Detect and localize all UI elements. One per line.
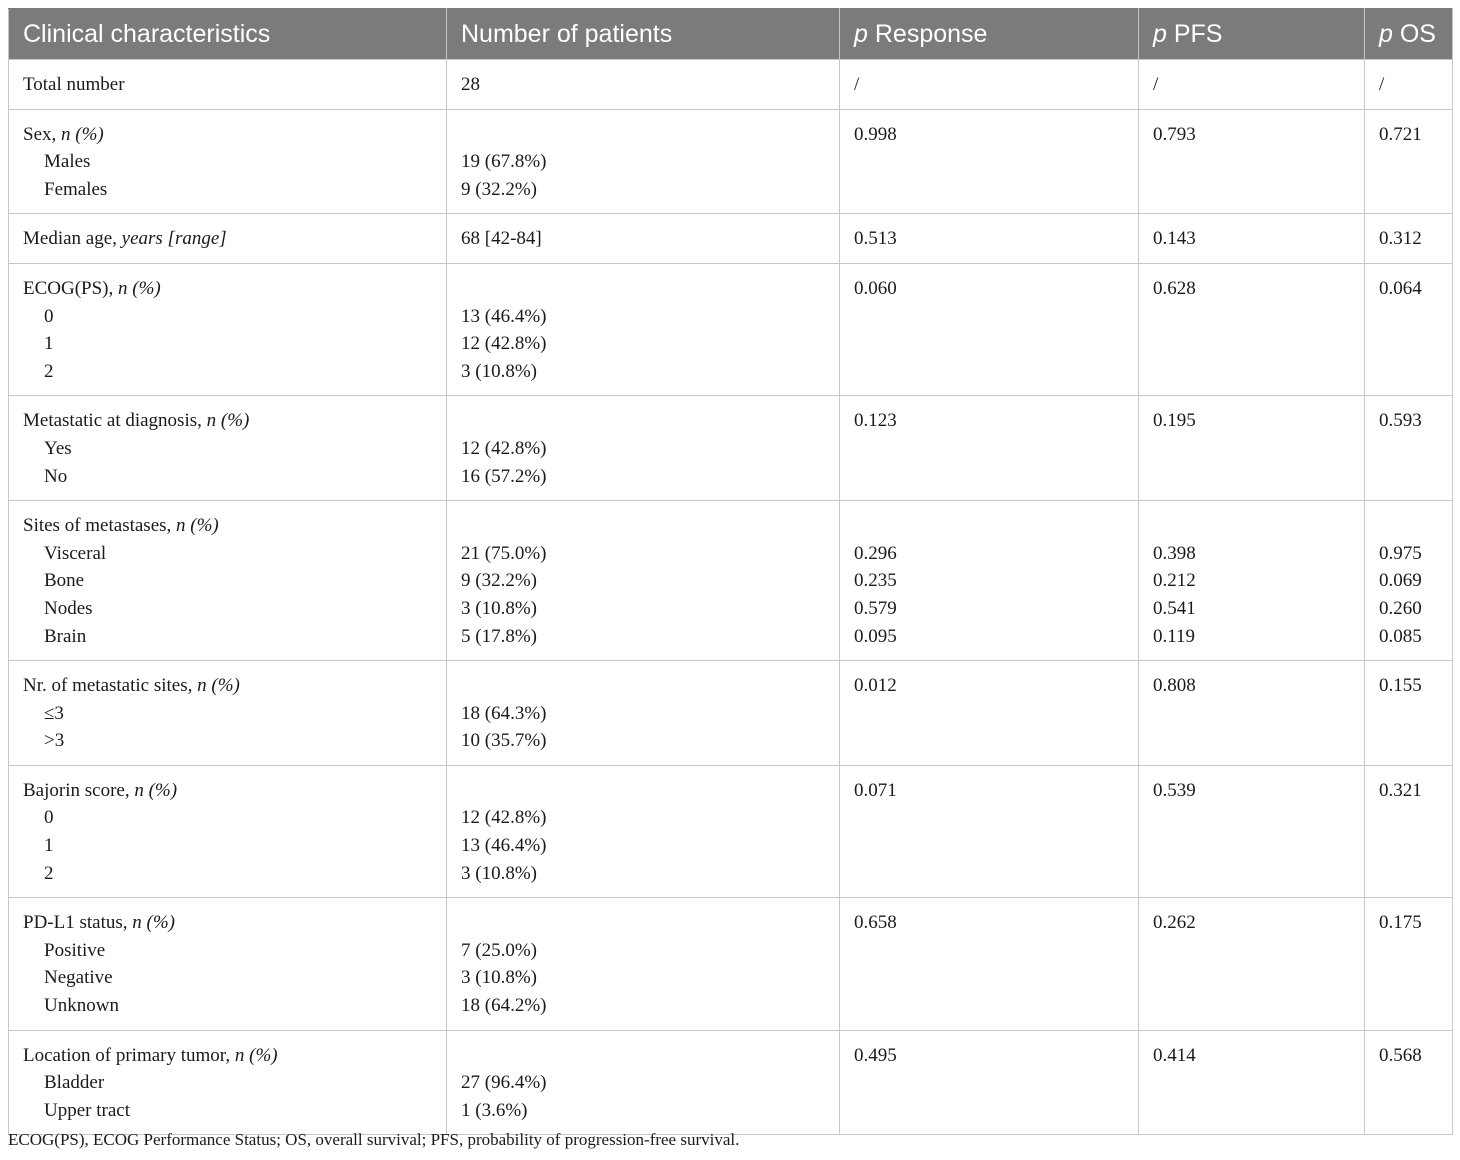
characteristic-unit: n (%)	[132, 912, 175, 934]
subcategory-p-value: 0.085	[1379, 625, 1422, 647]
characteristic-unit: n (%)	[134, 779, 178, 801]
empty-line	[461, 275, 825, 303]
p-value: /	[854, 74, 860, 95]
subcategory-label: Visceral	[44, 542, 107, 564]
table-row	[9, 898, 1453, 1030]
clinical-characteristics-table	[8, 8, 1453, 1135]
cell-characteristic	[9, 1030, 447, 1135]
characteristic-name: Sites of metastases,	[23, 515, 177, 537]
characteristic-name: Metastatic at diagnosis,	[23, 410, 207, 432]
subcategory-label: Upper tract	[44, 1099, 130, 1121]
table-row	[9, 263, 1453, 395]
cell-p-pfs	[1139, 214, 1365, 264]
cell-number-of-patients	[447, 661, 840, 766]
cell-characteristic	[9, 898, 447, 1030]
subcategory-p-value: 0.235	[854, 570, 897, 592]
characteristic-label	[23, 275, 432, 303]
cell-p-pfs	[1139, 501, 1365, 661]
p-value: 0.143	[1153, 228, 1196, 250]
subcategory-label: 2	[44, 862, 54, 884]
subcategory-count: 13 (46.4%)	[461, 835, 547, 857]
cell-p-pfs	[1139, 765, 1365, 897]
subcategory-p-value: 0.095	[854, 625, 897, 647]
characteristic-label	[23, 121, 432, 149]
subcategory-label: Females	[44, 178, 108, 200]
p-value: 0.262	[1153, 912, 1196, 934]
subcategory-label: 0	[44, 305, 54, 327]
cell-characteristic	[9, 263, 447, 395]
patient-count: 28	[461, 74, 480, 95]
subcategory-label: Nodes	[44, 597, 93, 619]
cell-characteristic	[9, 109, 447, 214]
cell-p-os	[1365, 765, 1453, 897]
characteristic-label	[23, 777, 432, 805]
cell-characteristic	[9, 214, 447, 264]
subcategory-label: Bone	[44, 570, 85, 592]
p-value: 0.321	[1379, 779, 1422, 801]
empty-line	[854, 512, 1124, 540]
subcategory-label: 1	[44, 333, 54, 355]
cell-p-pfs	[1139, 661, 1365, 766]
characteristic-name: Bajorin score,	[23, 779, 135, 801]
p-value: 0.721	[1379, 123, 1422, 145]
subcategory-count: 9 (32.2%)	[461, 178, 537, 200]
p-value: 0.793	[1153, 123, 1196, 145]
subcategory-label: 0	[44, 807, 54, 829]
subcategory-count: 3 (10.8%)	[461, 597, 537, 619]
subcategory-label: >3	[44, 730, 65, 752]
cell-p-response	[840, 501, 1139, 661]
characteristic-label	[23, 909, 432, 937]
cell-p-pfs	[1139, 60, 1365, 110]
p-value: 0.064	[1379, 277, 1422, 299]
subcategory-count: 3 (10.8%)	[461, 360, 537, 382]
characteristic-unit: n (%)	[118, 277, 161, 299]
table-footnote: ECOG(PS), ECOG Performance Status; OS, overall survival; PFS, probability of progression-free survival.	[8, 1130, 740, 1149]
subcategory-count: 12 (42.8%)	[461, 333, 547, 355]
characteristic-unit: n (%)	[197, 675, 240, 697]
table-row	[9, 1030, 1453, 1135]
cell-characteristic	[9, 501, 447, 661]
cell-p-pfs	[1139, 898, 1365, 1030]
subcategory-p-value: 0.975	[1379, 542, 1422, 564]
subcategory-p-value: 0.260	[1379, 597, 1422, 619]
p-value: 0.998	[854, 123, 897, 145]
cell-p-pfs	[1139, 263, 1365, 395]
cell-p-response	[840, 109, 1139, 214]
subcategory-p-value: 0.212	[1153, 570, 1196, 592]
header-p-pfs: p PFS	[1139, 9, 1365, 60]
cell-number-of-patients	[447, 60, 840, 110]
subcategory-label: Brain	[44, 625, 87, 647]
cell-characteristic	[9, 661, 447, 766]
cell-p-os	[1365, 661, 1453, 766]
p-value: /	[1379, 74, 1385, 95]
p-value: 0.414	[1153, 1044, 1196, 1066]
cell-number-of-patients	[447, 765, 840, 897]
table-row	[9, 765, 1453, 897]
empty-line	[461, 909, 825, 937]
cell-p-os	[1365, 396, 1453, 501]
subcategory-p-value: 0.119	[1153, 625, 1196, 647]
cell-p-response	[840, 263, 1139, 395]
table-row	[9, 109, 1453, 214]
p-value: 0.312	[1379, 228, 1422, 250]
cell-p-pfs	[1139, 1030, 1365, 1135]
subcategory-count: 19 (67.8%)	[461, 151, 547, 173]
header-p-os: p OS	[1365, 9, 1453, 60]
table-row	[9, 214, 1453, 264]
cell-number-of-patients	[447, 898, 840, 1030]
table-header-row	[9, 9, 1453, 60]
cell-number-of-patients	[447, 263, 840, 395]
subcategory-count: 5 (17.8%)	[461, 625, 537, 647]
characteristic-unit: n (%)	[206, 410, 250, 432]
empty-line	[461, 512, 825, 540]
characteristic-label	[23, 71, 432, 99]
cell-characteristic	[9, 396, 447, 501]
subcategory-count: 7 (25.0%)	[461, 939, 537, 961]
characteristic-name: Location of primary tumor,	[23, 1044, 235, 1066]
cell-p-response	[840, 765, 1139, 897]
patient-count: 68 [42-84]	[461, 228, 542, 250]
subcategory-label: ≤3	[44, 702, 64, 724]
subcategory-p-value: 0.398	[1153, 542, 1196, 564]
p-value: 0.175	[1379, 912, 1422, 934]
cell-p-response	[840, 396, 1139, 501]
subcategory-p-value: 0.069	[1379, 570, 1422, 592]
subcategory-label: Bladder	[44, 1072, 105, 1094]
subcategory-count: 13 (46.4%)	[461, 305, 547, 327]
cell-p-response	[840, 1030, 1139, 1135]
subcategory-label: Males	[44, 151, 91, 173]
characteristic-unit: n (%)	[61, 123, 104, 145]
cell-p-response	[840, 214, 1139, 264]
cell-characteristic	[9, 60, 447, 110]
p-value: 0.658	[854, 912, 897, 934]
cell-number-of-patients	[447, 214, 840, 264]
cell-number-of-patients	[447, 109, 840, 214]
p-value: 0.628	[1153, 277, 1196, 299]
cell-p-pfs	[1139, 109, 1365, 214]
empty-line	[461, 121, 825, 149]
p-value: 0.568	[1379, 1044, 1422, 1066]
subcategory-label: 2	[44, 360, 54, 382]
subcategory-count: 27 (96.4%)	[461, 1072, 547, 1094]
cell-p-response	[840, 898, 1139, 1030]
subcategory-label: Positive	[44, 939, 106, 961]
subcategory-label: Unknown	[44, 995, 119, 1017]
characteristic-label	[23, 225, 432, 253]
cell-characteristic	[9, 765, 447, 897]
subcategory-count: 21 (75.0%)	[461, 542, 547, 564]
empty-line	[1379, 512, 1438, 540]
subcategory-label: Negative	[44, 967, 113, 989]
p-value: 0.808	[1153, 675, 1196, 697]
p-value: 0.593	[1379, 410, 1422, 432]
subcategory-count: 12 (42.8%)	[461, 437, 547, 459]
characteristic-name: ECOG(PS),	[23, 277, 119, 299]
characteristic-name: Sex,	[23, 123, 61, 145]
characteristic-label	[23, 672, 432, 700]
subcategory-label: No	[44, 465, 68, 487]
table-row	[9, 661, 1453, 766]
p-value: 0.195	[1153, 410, 1196, 432]
subcategory-count: 18 (64.3%)	[461, 702, 547, 724]
characteristic-label	[23, 1042, 432, 1070]
subcategory-count: 12 (42.8%)	[461, 807, 547, 829]
cell-p-os	[1365, 60, 1453, 110]
subcategory-count: 3 (10.8%)	[461, 967, 537, 989]
subcategory-count: 16 (57.2%)	[461, 465, 547, 487]
cell-p-os	[1365, 263, 1453, 395]
subcategory-label: Yes	[44, 437, 72, 459]
subcategory-count: 9 (32.2%)	[461, 570, 537, 592]
empty-line	[1153, 512, 1350, 540]
empty-line	[461, 407, 825, 435]
empty-line	[461, 672, 825, 700]
subcategory-p-value: 0.579	[854, 597, 897, 619]
p-value: 0.539	[1153, 779, 1196, 801]
cell-p-os	[1365, 109, 1453, 214]
p-value: 0.155	[1379, 675, 1422, 697]
characteristic-unit: n (%)	[234, 1044, 278, 1066]
p-value: 0.012	[854, 675, 897, 697]
characteristic-unit: n (%)	[176, 515, 219, 537]
header-number-of-patients: Number of patients	[447, 9, 840, 60]
characteristic-label	[23, 407, 432, 435]
p-value: 0.071	[854, 779, 897, 801]
characteristic-name: Nr. of metastatic sites,	[23, 675, 198, 697]
cell-number-of-patients	[447, 1030, 840, 1135]
subcategory-count: 10 (35.7%)	[461, 730, 547, 752]
characteristic-unit: years [range]	[121, 228, 227, 250]
characteristic-name: Total number	[23, 74, 125, 95]
cell-number-of-patients	[447, 396, 840, 501]
table-body	[9, 60, 1453, 1135]
characteristic-name: Median age,	[23, 228, 122, 250]
p-value: 0.495	[854, 1044, 897, 1066]
cell-p-response	[840, 661, 1139, 766]
table-row	[9, 60, 1453, 110]
p-value: 0.123	[854, 410, 897, 432]
cell-p-os	[1365, 501, 1453, 661]
subcategory-count: 18 (64.2%)	[461, 995, 547, 1017]
cell-p-response	[840, 60, 1139, 110]
p-value: /	[1153, 74, 1159, 95]
subcategory-count: 3 (10.8%)	[461, 862, 537, 884]
cell-p-os	[1365, 898, 1453, 1030]
characteristic-label	[23, 512, 432, 540]
empty-line	[461, 1042, 825, 1070]
table-row	[9, 396, 1453, 501]
subcategory-count: 1 (3.6%)	[461, 1099, 528, 1121]
cell-p-os	[1365, 1030, 1453, 1135]
subcategory-label: 1	[44, 835, 54, 857]
subcategory-p-value: 0.541	[1153, 597, 1196, 619]
subcategory-p-value: 0.296	[854, 542, 897, 564]
cell-p-pfs	[1139, 396, 1365, 501]
cell-number-of-patients	[447, 501, 840, 661]
cell-p-os	[1365, 214, 1453, 264]
p-value: 0.060	[854, 277, 897, 299]
p-value: 0.513	[854, 228, 897, 250]
table-row	[9, 501, 1453, 661]
characteristic-name: PD-L1 status,	[23, 912, 133, 934]
header-p-response: p Response	[840, 9, 1139, 60]
empty-line	[461, 777, 825, 805]
header-clinical-characteristics: Clinical characteristics	[9, 9, 447, 60]
